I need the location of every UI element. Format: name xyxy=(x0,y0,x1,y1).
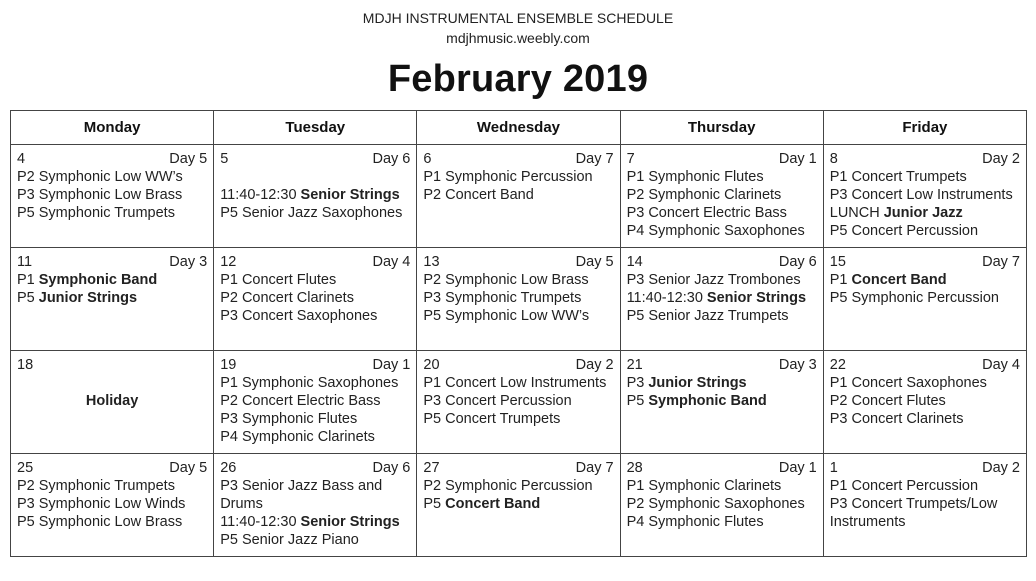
day-cell xyxy=(214,145,417,248)
schedule-entry xyxy=(220,186,410,204)
date-number: 1 xyxy=(829,460,838,476)
schedule-entry xyxy=(627,168,817,186)
date-number: 5 xyxy=(220,151,229,167)
entry-text: P3 Concert Saxophones xyxy=(220,308,378,324)
entry-text: P3 Senior Jazz Bass and Drums xyxy=(220,478,383,512)
schedule-entry xyxy=(830,222,1020,240)
schedule-entry xyxy=(830,410,1020,428)
rotation-day-label: Day 3 xyxy=(778,357,817,373)
day-cell xyxy=(620,248,823,351)
entry-text: P1 Symphonic Flutes xyxy=(626,169,764,185)
ensemble-name: Senior Strings xyxy=(300,187,400,203)
date-number: 26 xyxy=(220,460,237,476)
schedule-entry xyxy=(17,289,207,307)
schedule-entry xyxy=(830,186,1020,204)
rotation-day-label: Day 1 xyxy=(778,151,817,167)
rotation-day-label: Day 1 xyxy=(372,357,411,373)
rotation-day-label: Day 5 xyxy=(575,254,614,270)
entry-text: P2 Symphonic Percussion xyxy=(423,478,593,494)
entry-text: P5 xyxy=(626,393,649,409)
schedule-entry xyxy=(627,204,817,222)
schedule-entry xyxy=(627,477,817,495)
day-cell xyxy=(823,145,1026,248)
date-number: 15 xyxy=(829,254,846,270)
schedule-entry xyxy=(17,186,207,204)
week-row xyxy=(11,145,1027,248)
rotation-day-label: Day 4 xyxy=(982,357,1020,373)
week-row xyxy=(11,248,1027,351)
schedule-entry xyxy=(423,392,613,410)
schedule-entry xyxy=(17,495,207,513)
schedule-entry xyxy=(627,307,817,325)
day-cell-header xyxy=(627,253,817,271)
schedule-entry xyxy=(220,392,410,410)
schedule-entry xyxy=(627,186,817,204)
schedule-entry xyxy=(423,289,613,307)
rotation-day-label: Day 4 xyxy=(372,254,411,270)
day-cell-header xyxy=(830,459,1020,477)
entry-text: P2 Concert Band xyxy=(423,187,534,203)
entry-text: P2 Concert Clarinets xyxy=(220,290,354,306)
schedule-entry xyxy=(423,477,613,495)
day-cell xyxy=(823,248,1026,351)
day-cell xyxy=(214,454,417,557)
day-cell xyxy=(11,351,214,454)
month-title: February 2019 xyxy=(387,58,649,100)
schedule-entry xyxy=(830,168,1020,186)
schedule-entry xyxy=(220,307,410,325)
day-cell-header xyxy=(423,459,613,477)
schedule-entry xyxy=(423,495,613,513)
schedule-entry xyxy=(220,513,410,531)
day-cell-header xyxy=(830,356,1020,374)
ensemble-name: Senior Strings xyxy=(706,290,807,306)
entry-text: 11:40-12:30 xyxy=(220,187,301,203)
day-cell-header xyxy=(627,150,817,168)
schedule-entry xyxy=(423,374,613,392)
entry-text: P5 Senior Jazz Piano xyxy=(220,532,359,548)
rotation-day-label: Day 7 xyxy=(575,460,614,476)
date-number: 21 xyxy=(626,357,643,373)
entry-text: P1 Symphonic Saxophones xyxy=(220,375,399,391)
rotation-day-label: Day 2 xyxy=(575,357,614,373)
day-cell xyxy=(823,351,1026,454)
weekday-header: Thursday xyxy=(620,111,823,145)
schedule-entry xyxy=(220,428,410,446)
date-number: 13 xyxy=(423,254,440,270)
blank-line xyxy=(220,168,410,186)
entry-text: P1 Symphonic Percussion xyxy=(423,169,593,185)
day-cell xyxy=(11,145,214,248)
entry-text: LUNCH xyxy=(829,205,884,221)
day-cell xyxy=(823,454,1026,557)
entry-text: P3 Senior Jazz Trombones xyxy=(626,272,801,288)
entry-text: P4 Symphonic Clarinets xyxy=(220,429,375,445)
rotation-day-label: Day 5 xyxy=(169,151,208,167)
ensemble-name: Junior Strings xyxy=(38,290,138,306)
schedule-entry xyxy=(830,289,1020,307)
day-cell xyxy=(417,454,620,557)
date-number: 22 xyxy=(829,357,846,373)
rotation-day-label: Day 6 xyxy=(372,151,411,167)
schedule-entry xyxy=(830,477,1020,495)
calendar-grid xyxy=(10,110,1027,557)
day-cell-header xyxy=(17,356,207,374)
entry-text: P3 Concert Percussion xyxy=(423,393,572,409)
schedule-entry xyxy=(627,289,817,307)
entry-text: P5 Concert Trumpets xyxy=(423,411,561,427)
day-cell xyxy=(620,351,823,454)
entry-text: P4 Symphonic Flutes xyxy=(626,514,764,530)
day-cell xyxy=(214,248,417,351)
ensemble-name: Concert Band xyxy=(851,272,947,288)
schedule-entry xyxy=(220,271,410,289)
schedule-entry xyxy=(17,168,207,186)
schedule-entry xyxy=(627,495,817,513)
entry-text: P5 Symphonic Percussion xyxy=(829,290,999,306)
schedule-entry xyxy=(423,307,613,325)
day-cell-header xyxy=(220,356,410,374)
entry-text: P5 Concert Percussion xyxy=(829,223,979,239)
date-number: 19 xyxy=(220,357,237,373)
entry-text: P5 Senior Jazz Saxophones xyxy=(220,205,403,221)
rotation-day-label: Day 5 xyxy=(169,460,208,476)
week-row xyxy=(11,351,1027,454)
rotation-day-label: Day 1 xyxy=(778,460,817,476)
date-number: 18 xyxy=(17,357,34,373)
ensemble-name: Symphonic Band xyxy=(38,272,158,288)
entry-text: P3 Symphonic Low Brass xyxy=(17,187,183,203)
weekday-header: Wednesday xyxy=(417,111,620,145)
day-cell-header xyxy=(220,150,410,168)
ensemble-name: Concert Band xyxy=(445,496,541,512)
entry-text: P2 Symphonic Low Brass xyxy=(423,272,589,288)
date-number: 14 xyxy=(626,254,643,270)
entry-text: P1 Concert Saxophones xyxy=(829,375,987,391)
schedule-entry xyxy=(17,477,207,495)
day-cell-header xyxy=(17,253,207,271)
entry-text: P3 Concert Trumpets/Low Instruments xyxy=(829,496,998,530)
entry-text: P1 Concert Low Instruments xyxy=(423,375,607,391)
ensemble-name: Senior Strings xyxy=(300,514,400,530)
entry-text: P3 xyxy=(626,375,649,391)
date-number: 27 xyxy=(423,460,440,476)
schedule-entry xyxy=(17,204,207,222)
date-number: 8 xyxy=(829,151,838,167)
schedule-entry xyxy=(830,204,1020,222)
day-cell-header xyxy=(17,459,207,477)
entry-text: P3 Concert Electric Bass xyxy=(626,205,787,221)
day-cell xyxy=(417,145,620,248)
date-number: 20 xyxy=(423,357,440,373)
entry-text: P2 Symphonic Trumpets xyxy=(17,478,175,494)
date-number: 7 xyxy=(626,151,635,167)
schedule-entry xyxy=(627,513,817,531)
schedule-entry xyxy=(220,477,410,513)
entry-text: P2 Symphonic Low WW’s xyxy=(17,169,183,185)
holiday-label: Holiday xyxy=(85,393,139,409)
day-cell xyxy=(417,248,620,351)
entry-text: P3 Symphonic Trumpets xyxy=(423,290,582,306)
date-number: 11 xyxy=(17,254,33,270)
entry-text: P5 xyxy=(17,290,39,306)
day-cell-header xyxy=(423,253,613,271)
schedule-entry xyxy=(423,168,613,186)
entry-text: P1 Concert Flutes xyxy=(220,272,337,288)
date-number: 25 xyxy=(17,460,34,476)
website-url: mdjhmusic.weebly.com xyxy=(446,30,590,46)
schedule-entry xyxy=(830,374,1020,392)
rotation-day-label: Day 6 xyxy=(372,460,411,476)
schedule-entry xyxy=(627,392,817,410)
weekday-header: Monday xyxy=(11,111,214,145)
schedule-heading: MDJH INSTRUMENTAL ENSEMBLE SCHEDULE xyxy=(362,10,674,26)
schedule-entry xyxy=(220,410,410,428)
schedule-entry xyxy=(17,513,207,531)
schedule-entry xyxy=(17,271,207,289)
entry-text: P5 Symphonic Low WW’s xyxy=(423,308,590,324)
rotation-day-label: Day 3 xyxy=(169,254,208,270)
schedule-entry xyxy=(830,392,1020,410)
day-cell-header xyxy=(220,253,410,271)
day-cell-header xyxy=(423,356,613,374)
entry-text: P5 xyxy=(423,496,446,512)
weekday-header: Friday xyxy=(823,111,1026,145)
entry-text: P5 Symphonic Trumpets xyxy=(17,205,175,221)
entry-text: P1 xyxy=(17,272,39,288)
date-number: 28 xyxy=(626,460,643,476)
schedule-entry xyxy=(627,271,817,289)
schedule-entry xyxy=(220,531,410,549)
date-number: 4 xyxy=(17,151,26,167)
schedule-entry xyxy=(627,374,817,392)
entry-text: P2 Concert Flutes xyxy=(829,393,946,409)
rotation-day-label: Day 2 xyxy=(982,151,1020,167)
entry-text: P1 Concert Percussion xyxy=(829,478,979,494)
ensemble-name: Junior Jazz xyxy=(883,205,963,221)
ensemble-name: Junior Strings xyxy=(648,375,747,391)
schedule-entry xyxy=(627,222,817,240)
schedule-entry xyxy=(423,410,613,428)
day-cell xyxy=(620,454,823,557)
day-cell xyxy=(417,351,620,454)
entry-text: P3 Symphonic Flutes xyxy=(220,411,358,427)
day-cell-header xyxy=(220,459,410,477)
entry-text: P3 Symphonic Low Winds xyxy=(17,496,186,512)
day-cell-header xyxy=(830,150,1020,168)
day-cell-header xyxy=(17,150,207,168)
entry-text: P3 Concert Clarinets xyxy=(829,411,964,427)
rotation-day-label: Day 7 xyxy=(982,254,1020,270)
day-cell-header xyxy=(627,356,817,374)
rotation-day-label: Day 6 xyxy=(778,254,817,270)
rotation-day-label: Day 2 xyxy=(982,460,1020,476)
entry-text: P5 Symphonic Low Brass xyxy=(17,514,183,530)
schedule-entry xyxy=(423,186,613,204)
weekday-header-row xyxy=(11,111,1027,145)
entry-text: P2 Symphonic Clarinets xyxy=(626,187,782,203)
entry-text: P2 Symphonic Saxophones xyxy=(626,496,805,512)
schedule-entry xyxy=(830,495,1020,531)
ensemble-name: Symphonic Band xyxy=(648,393,767,409)
day-cell xyxy=(214,351,417,454)
weekday-header: Tuesday xyxy=(214,111,417,145)
day-cell xyxy=(11,248,214,351)
rotation-day-label: Day 7 xyxy=(575,151,614,167)
day-cell-header xyxy=(830,253,1020,271)
entry-text: 11:40-12:30 xyxy=(220,514,301,530)
entry-text: P1 Symphonic Clarinets xyxy=(626,478,782,494)
schedule-entry xyxy=(220,204,410,222)
day-cell xyxy=(11,454,214,557)
entry-text: P3 Concert Low Instruments xyxy=(829,187,1013,203)
schedule-entry xyxy=(220,374,410,392)
week-row xyxy=(11,454,1027,557)
day-cell xyxy=(620,145,823,248)
schedule-entry xyxy=(220,289,410,307)
schedule-entry xyxy=(830,271,1020,289)
entry-text: P1 xyxy=(829,272,852,288)
date-number: 12 xyxy=(220,254,237,270)
day-cell-header xyxy=(423,150,613,168)
entry-text: 11:40-12:30 xyxy=(626,290,707,306)
schedule-entry xyxy=(423,271,613,289)
entry-text: P4 Symphonic Saxophones xyxy=(626,223,805,239)
entry-text: P2 Concert Electric Bass xyxy=(220,393,381,409)
date-number: 6 xyxy=(423,151,432,167)
entry-text: P5 Senior Jazz Trumpets xyxy=(626,308,789,324)
day-cell-header xyxy=(627,459,817,477)
entry-text: P1 Concert Trumpets xyxy=(829,169,967,185)
